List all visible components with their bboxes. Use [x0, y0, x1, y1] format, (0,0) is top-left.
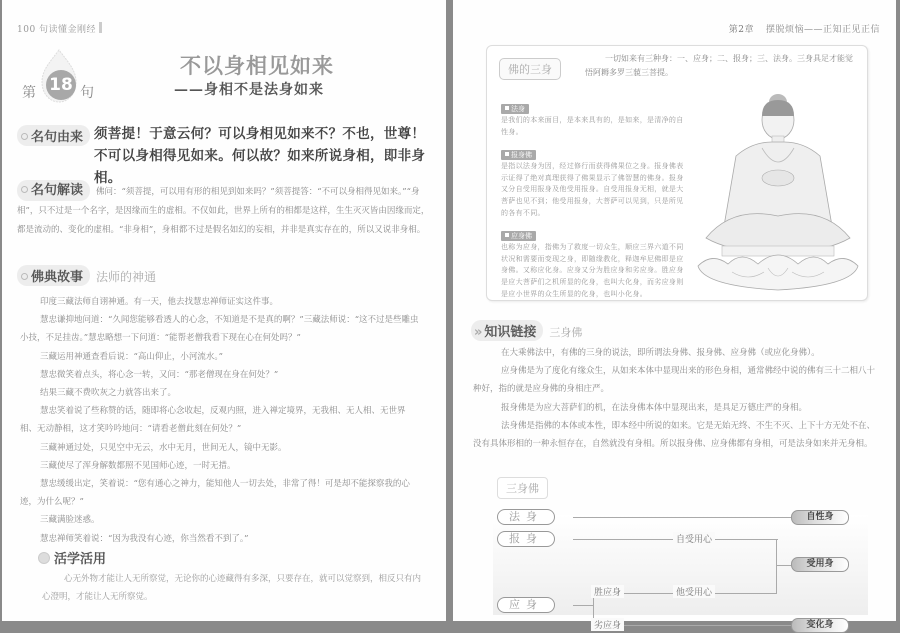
definition-tag: 应身佛: [501, 231, 536, 241]
definition-tag: 报身佛: [501, 150, 536, 160]
connector-line: [776, 539, 777, 593]
definition-text: 是指以法身为因，经过修行而获得佛果位之身。报身佛表示证得了绝对真理获得了佛果显示了佛智慧的佛身。报身又分自受用报身及他受用报身。自受用报身无相，就是大菩萨也见不到；他受用报身，大菩萨可以见到，只是所见的各有不同。: [501, 162, 684, 217]
result-node: 受用身: [791, 557, 849, 572]
double-chevron-icon: »: [474, 325, 483, 340]
section-badge: 佛典故事: [17, 265, 90, 286]
chapter-mark: 第 18 句: [16, 48, 96, 108]
result-node: 变化身: [791, 618, 849, 633]
paragraph: 慧忠谦抑地问道：“久闻您能够看透人的心念，不知道是不是真的啊？”三藏法师说：“这不过是些雕虫小技，不足挂齿。”慧忠略想一下问道：“能帮老僧我看下现在心在何处吗？”: [20, 315, 419, 344]
paragraph: 三藏神通过处，只见空中无云，水中无月，世间无人，镜中无影。: [40, 442, 287, 453]
paragraph: 三藏运用神通查看后说：“高山仰止，小河流水。”: [40, 351, 223, 362]
paragraph: 印度三藏法师自诩神通。有一天，他去找慧忠禅师证实这件事。: [40, 297, 279, 307]
definition-tag: 法身: [501, 104, 529, 114]
mid-node: 劣应身: [591, 618, 624, 631]
story-subtitle: 法师的神通: [96, 270, 157, 284]
connector-line: [573, 605, 593, 606]
apply-section-heading: 活学活用: [38, 548, 106, 567]
paragraph: 慧忠禅师笑着说：“因为我没有心迹，你当然看不到了。”: [40, 533, 249, 544]
mid-node: 他受用心: [673, 585, 715, 598]
paragraph: 在大乘佛法中，有佛的三身的说法，即所谓法身佛、报身佛、应身佛（或应化身佛）。: [501, 348, 820, 358]
definition-text: 是我们的本来面目，是本来具有的，是如来，是清净的自性身。: [501, 116, 684, 136]
interpretation-text: 佛问：“须菩提，可以用有形的相见到如来吗？”须菩提答：“不可以身相得见如来。”“身相”，只不过是一个名字，是因缘而生的虚相。不仅如此，世界上所有的相都是这样，生生灭灭皆由因缘而定，都是流动的、变化的虚相。“非身相”，身相都不过是假名如幻的妄相，并非是真实存在的，所以又说非身相。: [17, 187, 430, 235]
source-quote: 须菩提！于意云何？可以身相见如来不？不也，世尊！不可以身相得见如来。何以故？如来所说身相，即非身相。: [94, 126, 426, 186]
definition-text: 也称为应身，指佛为了救度一切众生，顺应三界六道不同状况和需要而变现之身，即随缘教化，释迦牟尼佛即是应身佛。又称应化身。应身又分为胜应身和劣应身。胜应身是应大菩萨们之机所显的化身，也叫大化身，而劣应身则是应小世界的众生所显的化身，也叫小化身。: [501, 243, 684, 298]
node-sambhogakaya: 报身: [497, 531, 555, 547]
left-page: [0, 0, 446, 621]
paragraph: 报身佛是为应大菩萨们的机，在法身佛本体中显现出来，是具足万德庄严的身相。: [501, 402, 808, 413]
apply-text: 心无外物才能让人无所察觉，无论你的心迹藏得有多深，只要存在，就可以觉察到，相反只有内心澄明，才能让人无所察觉。: [42, 574, 422, 602]
page-subtitle: ——身相不是法身如来: [174, 82, 324, 98]
section-badge: 名句由来: [17, 125, 90, 146]
paragraph: 法身佛是指佛的本体或本性，即本经中所说的如来。它是无始无终、不生不灭、上下十方无处不在、没有具体形相的一种永恒存在，自然就没有身相。所以报身佛、应身佛都有身相，可是法身如来并无身相。: [473, 420, 876, 450]
chapter-number: 18: [46, 70, 76, 100]
section-badge: » 知识链接: [471, 320, 543, 341]
story-section-heading: [17, 265, 156, 286]
circle-icon: [21, 186, 28, 193]
page-title: 不以身相见如来: [180, 54, 334, 78]
paragraph: 三藏满脸迷惑。: [40, 515, 100, 526]
square-icon: [505, 152, 509, 156]
card-definitions: [501, 96, 686, 304]
section-badge: 名句解读: [17, 180, 90, 201]
knowledge-subtitle: 三身佛: [549, 326, 583, 339]
node-dharmakaya: 法身: [497, 509, 555, 525]
node-nirmanakaya: 应身: [497, 597, 555, 613]
three-bodies-card: [486, 45, 868, 301]
circle-icon: [21, 273, 28, 280]
card-tag: 佛的三身: [499, 58, 561, 80]
mid-node: 自受用心: [673, 532, 715, 545]
running-head: 第2章 摆脱烦恼——正知正见正信: [728, 25, 880, 35]
result-node: 自性身: [791, 510, 849, 525]
card-intro: 一切如来有三种身：一、应身；二、报身；三、法身。三身具足才能觉悟阿耨多罗三藐三菩提。: [585, 54, 853, 77]
paragraph: 三藏使尽了浑身解数都照不见国师心迹，一时无措。: [40, 460, 236, 471]
three-bodies-diagram: [483, 475, 868, 631]
mid-node: 胜应身: [591, 585, 624, 598]
paragraph: 应身佛是为了度化有缘众生，从如来本体中显现出来的形色身相，通常佛经中说的佛有三十二相八十种好，指的就是应身佛的身相庄严。: [473, 366, 876, 395]
running-head: 100 句读懂金刚经: [17, 22, 102, 35]
buddha-illustration-icon: [692, 86, 862, 296]
paragraph: 结果三藏不费吹灰之力就答出来了。: [40, 388, 177, 399]
diagram-title: 三身佛: [497, 477, 548, 499]
interpretation-section: [17, 180, 437, 240]
paragraph: 慧忠缓缓出定，笑着说：“您有通心之神力，能知他人一切去处，非常了得！可是却不能探察我的心迹，为什么呢？”: [20, 479, 410, 508]
circle-icon: [38, 552, 50, 564]
connector-line: [573, 517, 798, 518]
circle-icon: [21, 133, 28, 140]
square-icon: [505, 233, 509, 237]
knowledge-section-heading: [471, 320, 582, 341]
knowledge-body: [473, 344, 878, 453]
right-page: [453, 0, 896, 631]
story-body: [20, 293, 422, 548]
square-icon: [505, 106, 509, 110]
running-head-bar: [99, 22, 102, 33]
paragraph: 慧忠笑着说了些称赞的话，随即将心念收起，反观内照，进入禅定境界，无我相、无人相、无世界相、无动静相，这才笑吟吟地问：“请看老僧此刻在何处？”: [20, 406, 406, 435]
paragraph: 慧忠微笑着点头，将心念一转，又问：“那老僧现在身在何处？”: [40, 369, 279, 380]
